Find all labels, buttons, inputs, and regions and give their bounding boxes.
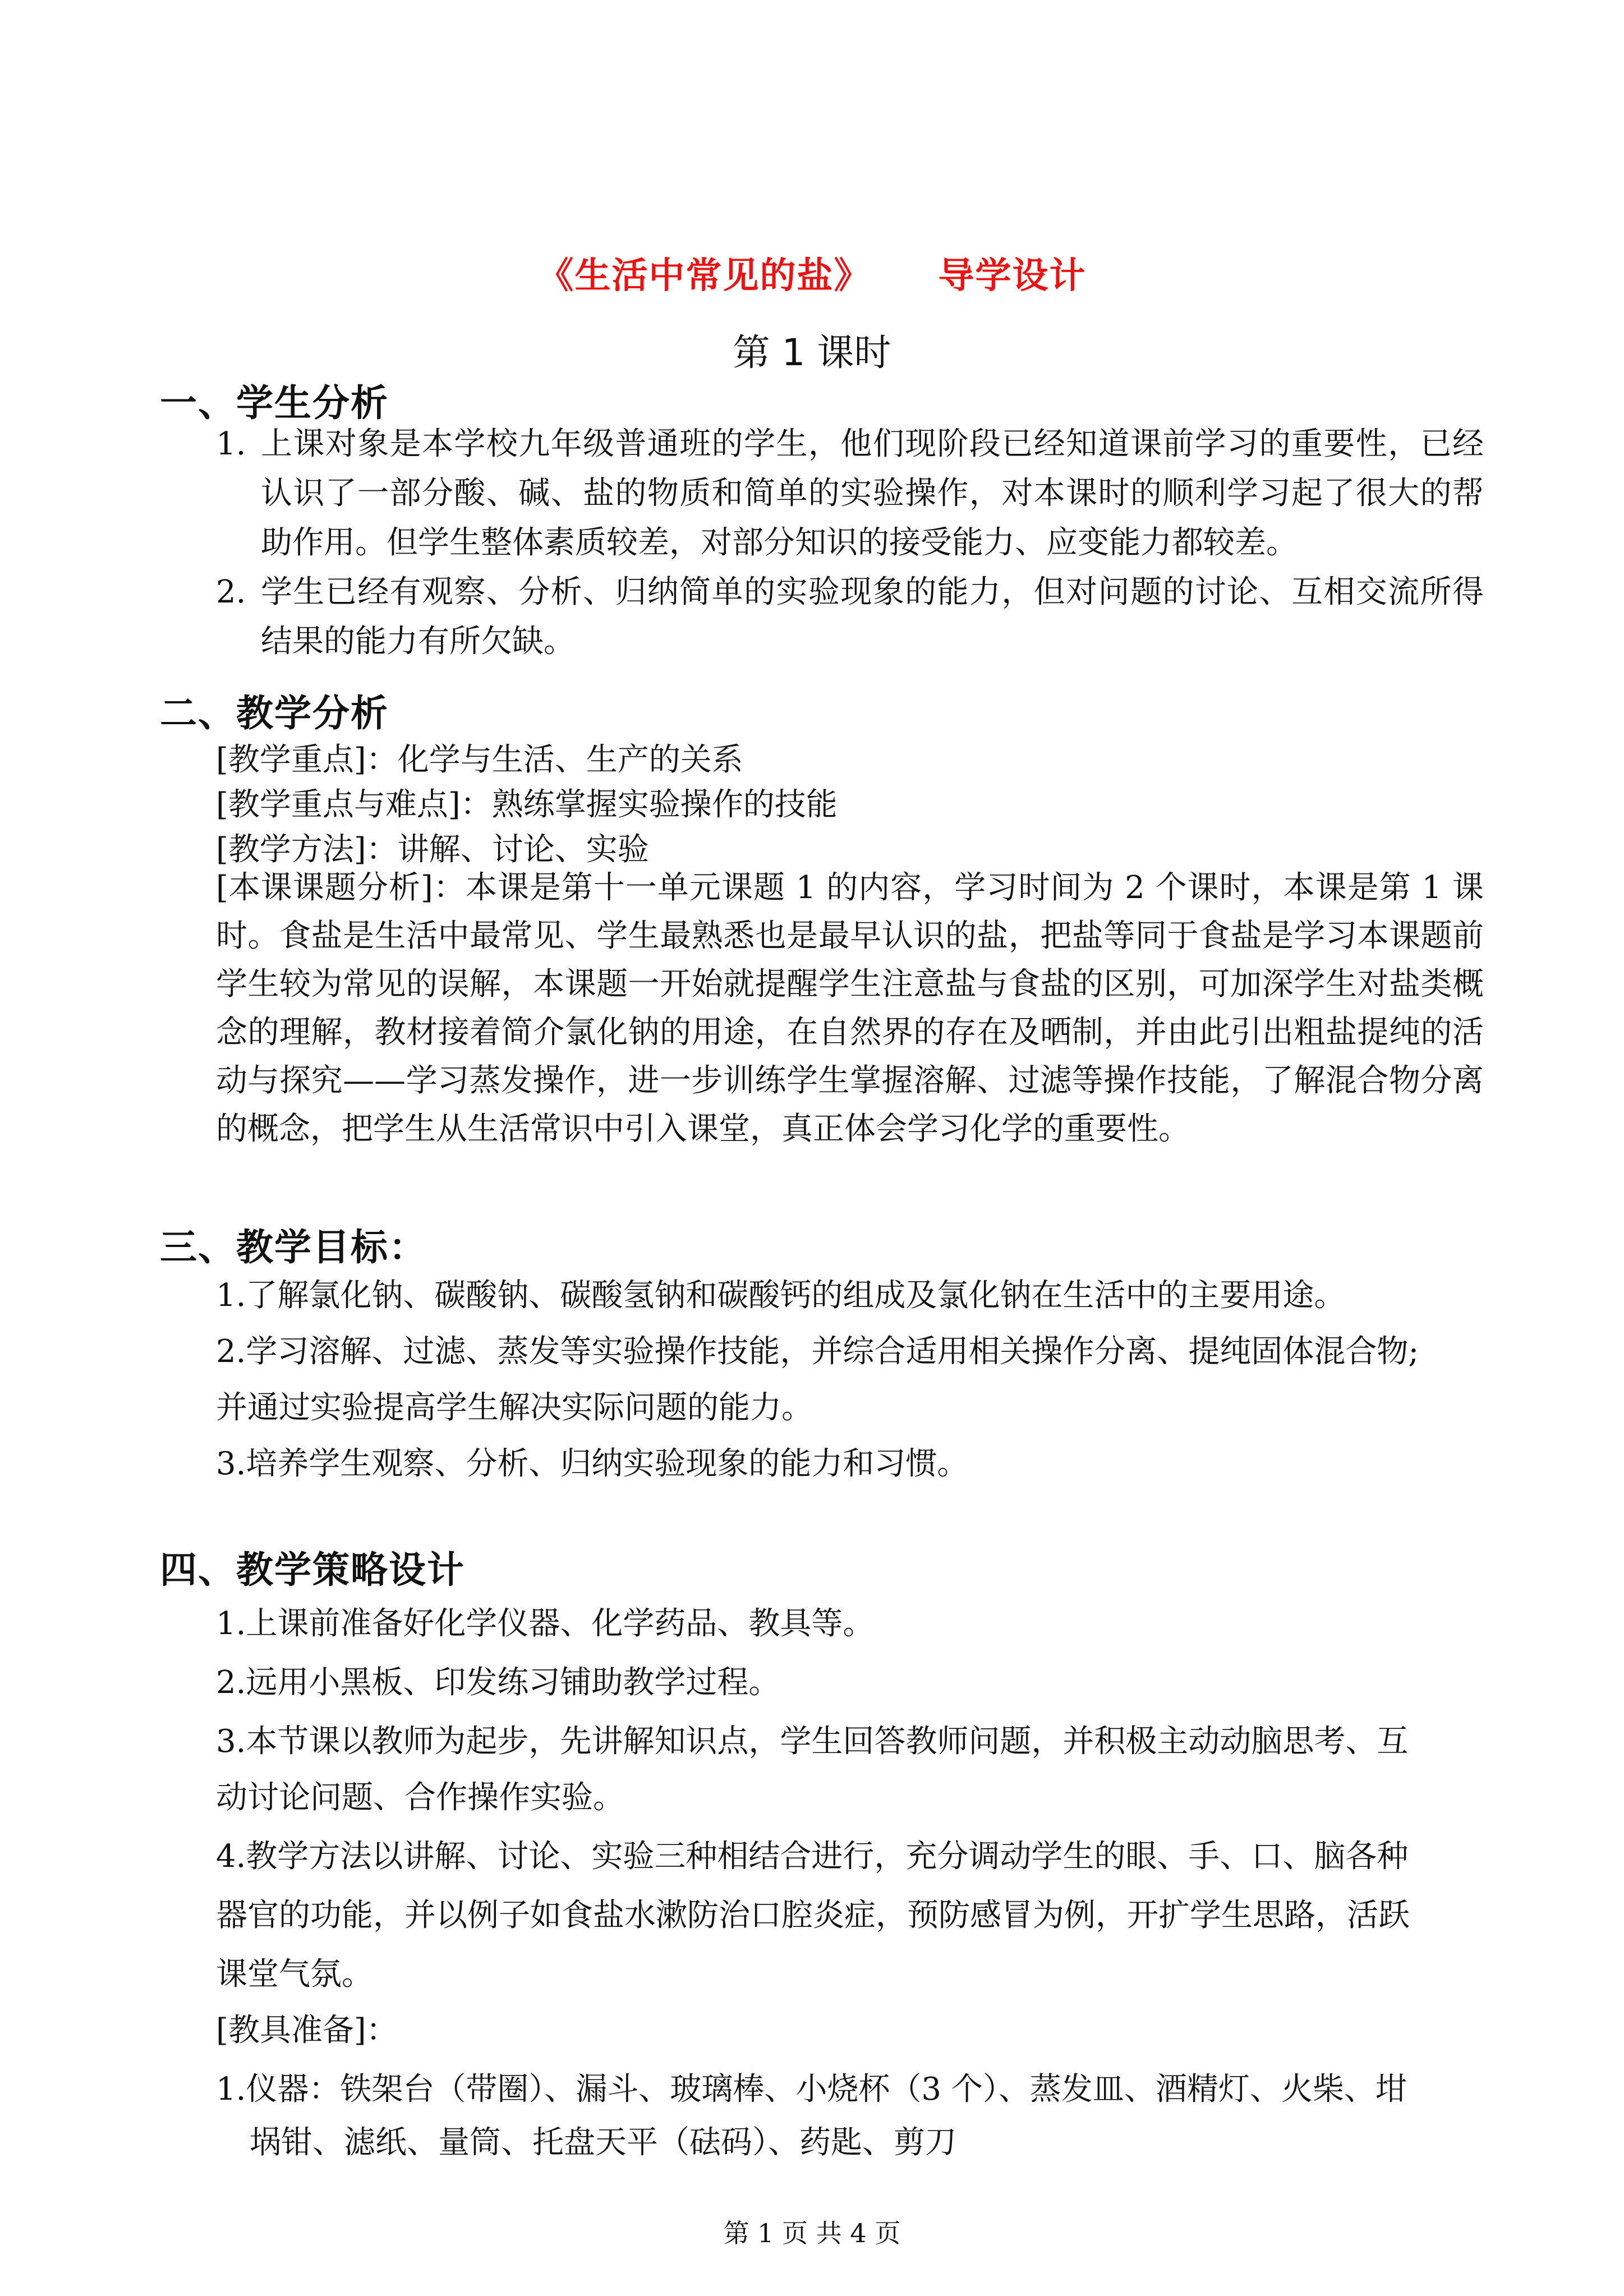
instruments-item-continued: 埚钳、滤纸、量筒、托盘天平（砝码）、药匙、剪刀 bbox=[250, 2124, 956, 2161]
list-item bbox=[216, 568, 1484, 666]
strategy-item: 1.上课前准备好化学仪器、化学药品、教具等。 bbox=[216, 1605, 875, 1642]
teaching-method: [教学方法]：讲解、讨论、实验 bbox=[216, 831, 649, 868]
instruments-item: 1.仪器：铁架台（带圈）、漏斗、玻璃棒、小烧杯（3 个）、蒸发皿、酒精灯、火柴、坩 bbox=[216, 2071, 1407, 2108]
item-number: 1. bbox=[216, 426, 246, 462]
item-text: 学生已经有观察、分析、归纳简单的实验现象的能力，但对问题的讨论、互相交流所得结果的能力有所欠缺。 bbox=[261, 574, 1484, 660]
strategy-item: 4.教学方法以讲解、讨论、实验三种相结合进行，充分调动学生的眼、手、口、脑各种 bbox=[216, 1838, 1409, 1875]
list-item bbox=[216, 420, 1484, 568]
section-heading-teaching-goals: 三、教学目标： bbox=[160, 1226, 427, 1269]
title-suffix: 导学设计 bbox=[938, 255, 1087, 297]
strategy-item-continued: 课堂气氛。 bbox=[216, 1956, 373, 1993]
section-heading-strategy-design: 四、教学策略设计 bbox=[160, 1548, 465, 1591]
item-text: 上课对象是本学校九年级普通班的学生，他们现阶段已经知道课前学习的重要性，已经认识了一部分酸、碱、盐的物质和简单的实验操作，对本课时的顺利学习起了很大的帮助作用。但学生整体素质较差，对部分知识的接受能力、应变能力都较差。 bbox=[261, 426, 1484, 561]
goal-item-continued: 并通过实验提高学生解决实际问题的能力。 bbox=[216, 1389, 813, 1426]
document-title bbox=[0, 247, 1624, 298]
goal-item: 1.了解氯化钠、碳酸钠、碳酸氢钠和碳酸钙的组成及氯化钠在生活中的主要用途。 bbox=[216, 1277, 1346, 1314]
strategy-item-continued: 器官的功能，并以例子如食盐水漱防治口腔炎症，预防感冒为例，开扩学生思路，活跃 bbox=[216, 1897, 1410, 1934]
teaching-focus-difficulty: [教学重点与难点]：熟练掌握实验操作的技能 bbox=[216, 786, 838, 823]
title-name: 《生活中常见的盐》 bbox=[537, 255, 871, 297]
lesson-subtitle: 第 1 课时 bbox=[733, 331, 891, 374]
strategy-item-continued: 动讨论问题、合作操作实验。 bbox=[216, 1779, 624, 1816]
strategy-item: 2.远用小黑板、印发练习铺助教学过程。 bbox=[216, 1664, 780, 1701]
goal-item: 2.学习溶解、过滤、蒸发等实验操作技能，并综合适用相关操作分离、提纯固体混合物; bbox=[216, 1333, 1419, 1370]
page-footer: 第 1 页 共 4 页 bbox=[723, 2218, 901, 2248]
goal-item: 3.培养学生观察、分析、归纳实验现象的能力和习惯。 bbox=[216, 1446, 969, 1482]
section-heading-student-analysis: 一、学生分析 bbox=[160, 381, 389, 425]
strategy-item: 3.本节课以教师为起步，先讲解知识点，学生回答教师问题，并积极主动动脑思考、互 bbox=[216, 1723, 1409, 1760]
tools-label: [教具准备]： bbox=[216, 2012, 398, 2049]
item-number: 2. bbox=[216, 574, 246, 610]
teaching-focus: [教学重点]：化学与生活、生产的关系 bbox=[216, 742, 743, 778]
section-heading-teaching-analysis: 二、教学分析 bbox=[160, 692, 389, 735]
topic-analysis: [本课课题分析]：本课是第十一单元课题 1 的内容，学习时间为 2 个课时，本课是第 1 课时。食盐是生活中最常见、学生最熟悉也是最早认识的盐，把盐等同于食盐是学习本课题前学生较为常见的误解，本课题一开始就提醒学生注意盐与食盐的区别，可加深学生对盐类概念的理解，教材接着简介氯化钠的用途，在自然界的存在及晒制，并由此引出粗盐提纯的活动与探究——学习蒸发操作，进一步训练学生掌握溶解、过滤等操作技能，了解混合物分离的概念，把学生从生活常识中引入课堂，真正体会学习化学的重要性。 bbox=[216, 869, 1484, 1147]
